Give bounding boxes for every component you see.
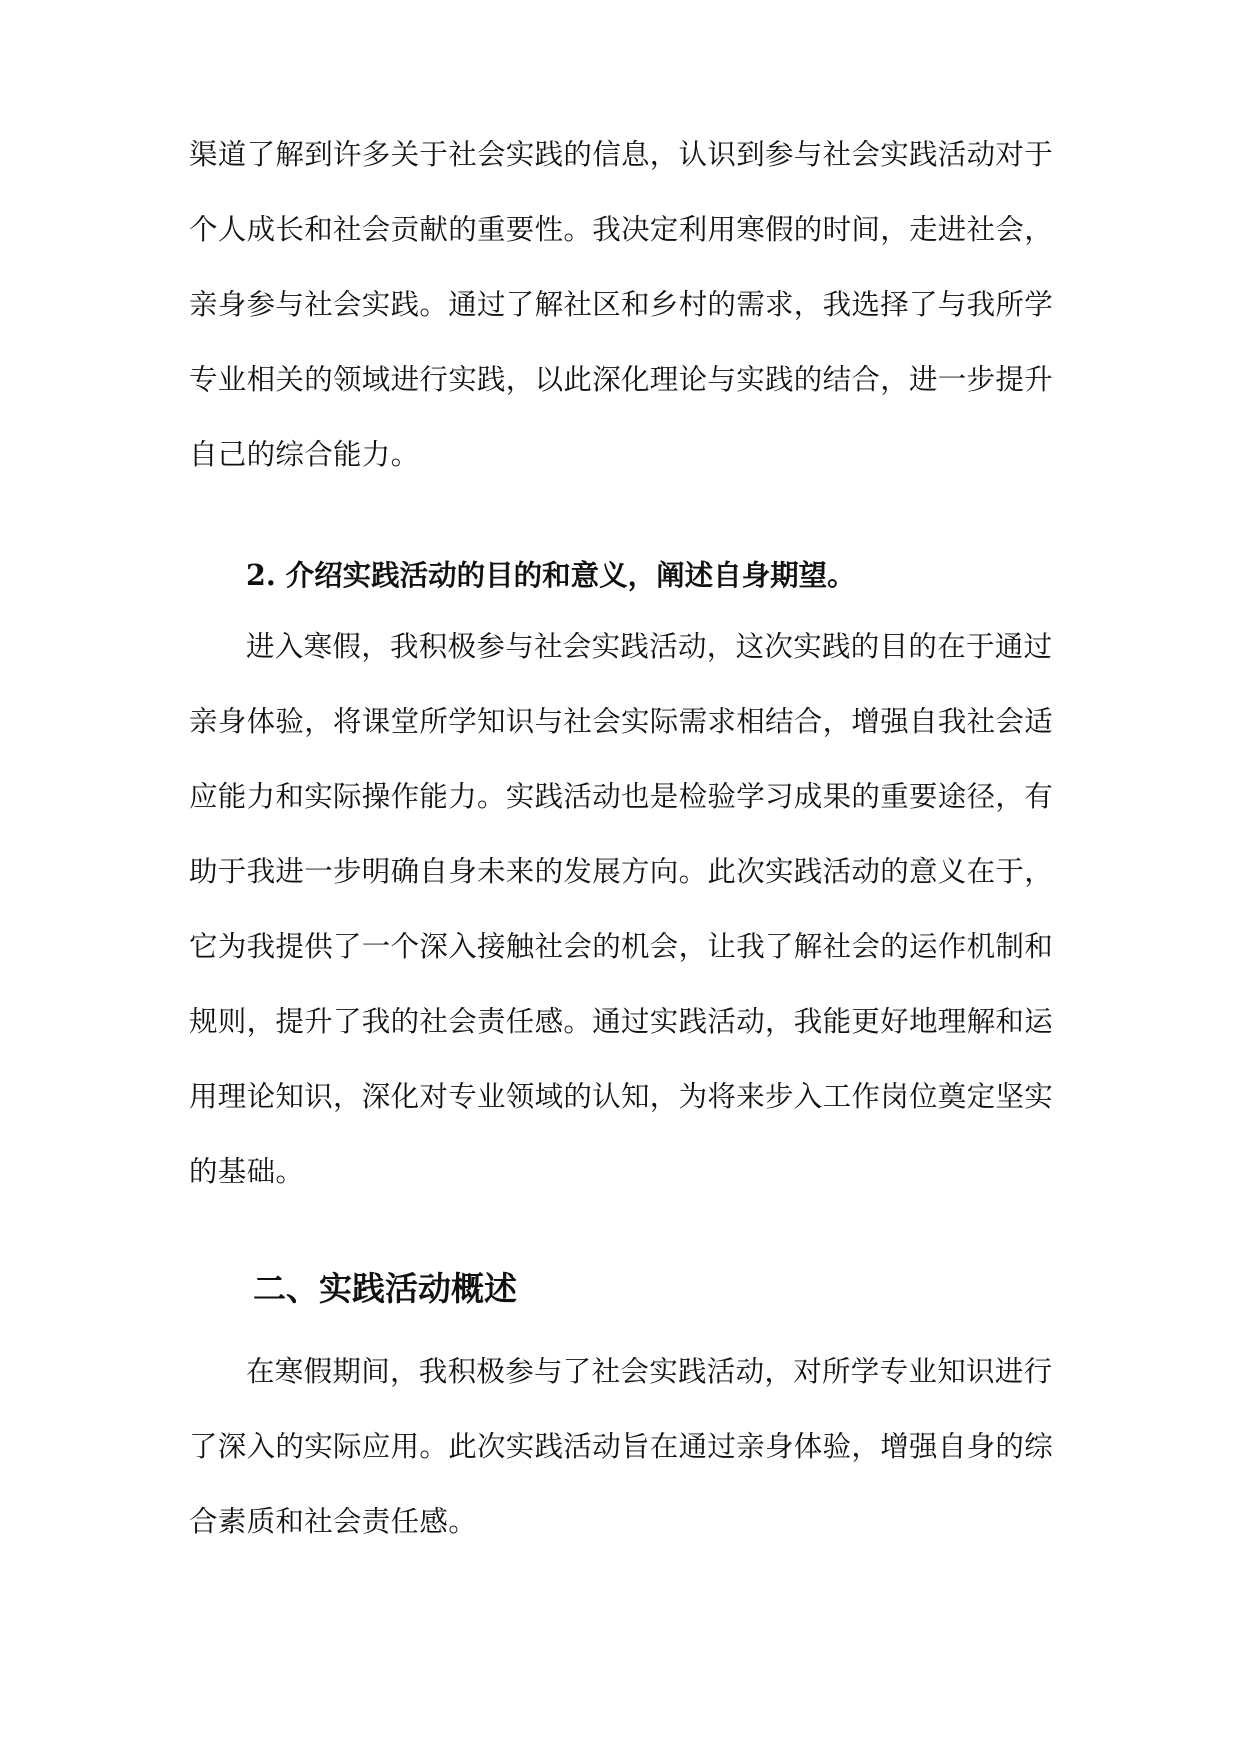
text-line: 了深入的实际应用。此次实践活动旨在通过亲身体验，增强自身的综: [189, 1430, 1054, 1463]
text-line: 在寒假期间，我积极参与了社会实践活动，对所学专业知识进行: [246, 1355, 1053, 1388]
text-line: 亲身体验，将课堂所学知识与社会实际需求相结合，增强自我社会适: [189, 705, 1054, 738]
text-line: 自己的综合能力。: [189, 438, 420, 471]
subheading-purpose: 2. 介绍实践活动的目的和意义，阐述自身期望。: [246, 558, 856, 592]
text-line: 进入寒假，我积极参与社会实践活动，这次实践的目的在于通过: [246, 630, 1053, 663]
text-line: 助于我进一步明确自身未来的发展方向。此次实践活动的意义在于，: [189, 855, 1054, 888]
text-line: 规则，提升了我的社会责任感。通过实践活动，我能更好地理解和运: [189, 1005, 1054, 1038]
text-line: 它为我提供了一个深入接触社会的机会，让我了解社会的运作机制和: [189, 930, 1054, 963]
text-line: 用理论知识，深化对专业领域的认知，为将来步入工作岗位奠定坚实: [189, 1080, 1054, 1113]
text-line: 亲身参与社会实践。通过了解社区和乡村的需求，我选择了与我所学: [189, 288, 1054, 321]
text-line: 合素质和社会责任感。: [189, 1505, 478, 1538]
text-line: 的基础。: [189, 1155, 305, 1188]
paragraph-intro-continued: [189, 117, 1054, 492]
paragraph-overview: [189, 1334, 1054, 1559]
text-line: 应能力和实际操作能力。实践活动也是检验学习成果的重要途径，有: [189, 780, 1054, 813]
paragraph-purpose: [189, 609, 1054, 1209]
text-line: 专业相关的领域进行实践，以此深化理论与实践的结合，进一步提升: [189, 363, 1054, 396]
section-heading-overview: 二、实践活动概述: [253, 1269, 517, 1308]
text-line: 渠道了解到许多关于社会实践的信息，认识到参与社会实践活动对于: [189, 138, 1054, 171]
text-line: 个人成长和社会贡献的重要性。我决定利用寒假的时间，走进社会，: [189, 213, 1054, 246]
